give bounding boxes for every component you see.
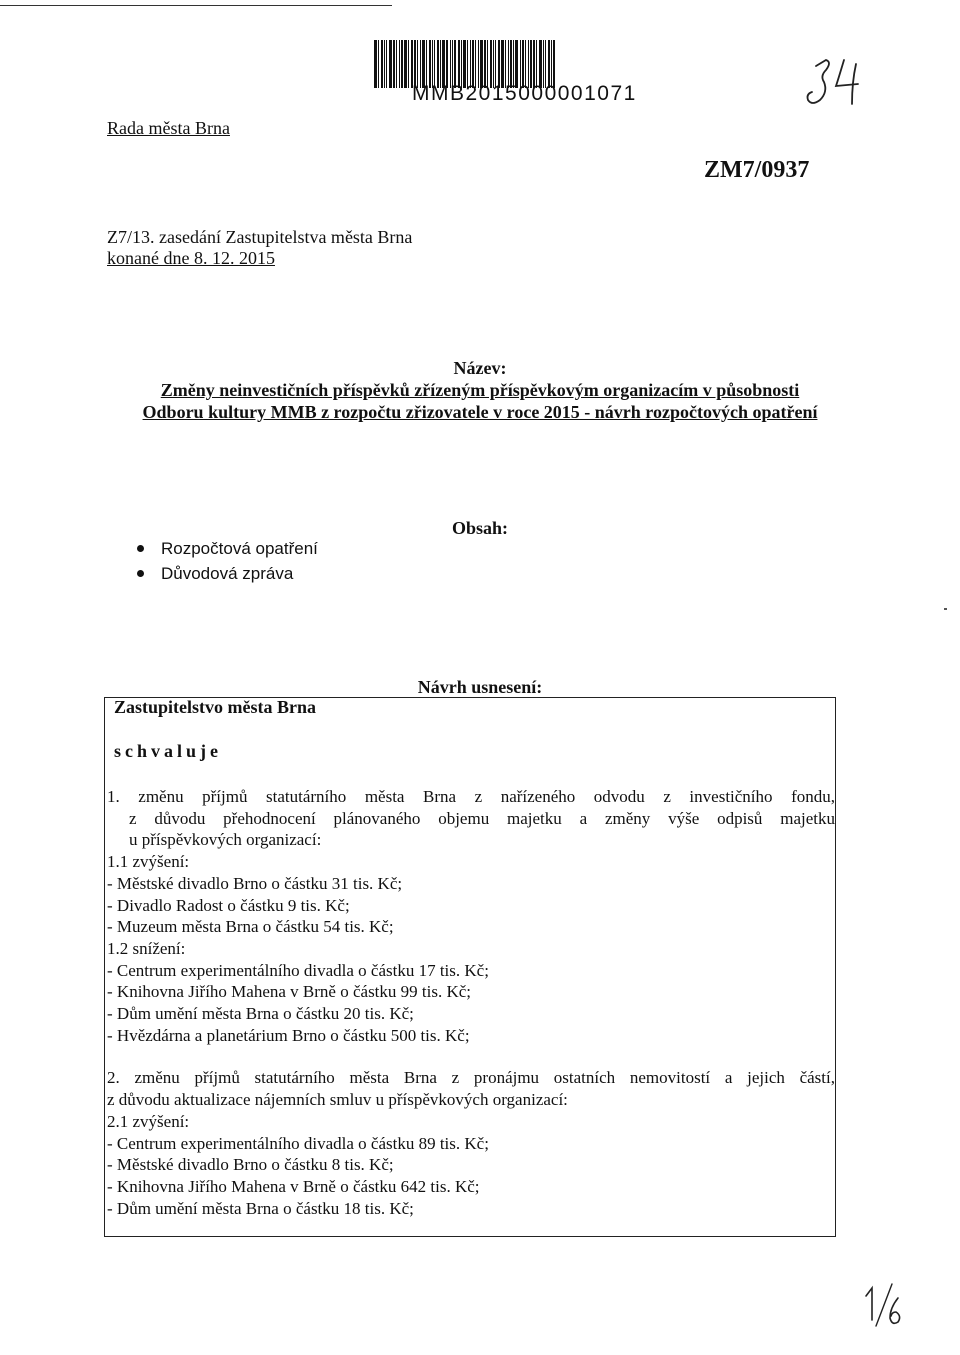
- barcode-stripe: [450, 40, 451, 88]
- resolution-line: - Muzeum města Brna o částku 54 tis. Kč;: [107, 917, 394, 937]
- barcode-stripe: [417, 40, 418, 88]
- barcode-stripe: [399, 40, 400, 88]
- contents-item: Rozpočtová opatření: [135, 536, 318, 561]
- barcode-stripe: [495, 40, 496, 88]
- resolution-line: - Centrum experimentálního divadla o částku 89 tis. Kč;: [107, 1133, 489, 1153]
- barcode-stripe: [478, 40, 479, 88]
- barcode-stripe: [426, 40, 427, 88]
- resolution-line: 1.2 snížení:: [107, 938, 186, 958]
- barcode-stripe: [432, 40, 433, 88]
- barcode-stripe: [463, 40, 466, 88]
- resolution-line: 1.1 zvýšení:: [107, 852, 190, 872]
- barcode-stripe: [493, 40, 494, 88]
- paragraph-gap: [107, 1046, 835, 1067]
- barcode-stripe: [475, 40, 476, 88]
- barcode-stripe: [522, 40, 524, 88]
- barcode-stripe: [386, 40, 387, 88]
- barcode-stripe: [401, 40, 403, 88]
- document-title-line-1: Změny neinvestičních příspěvků zřízeným příspěvkovým organizacím v působnosti: [160, 380, 800, 400]
- barcode-stripe: [545, 40, 546, 88]
- barcode-stripe: [458, 40, 460, 88]
- barcode-stripe: [553, 40, 555, 88]
- barcode-number: MMB2015000001071: [412, 82, 637, 105]
- barcode-stripe: [429, 40, 431, 88]
- barcode-stripe: [454, 40, 456, 88]
- resolution-line: u příspěvkových organizací:: [129, 830, 322, 850]
- resolution-line: 2.1 zvýšení:: [107, 1111, 190, 1131]
- sender-name: Rada města Brna: [107, 118, 230, 138]
- barcode-stripe: [404, 40, 407, 88]
- barcode-stripe: [434, 40, 435, 88]
- barcode-stripe: [539, 40, 542, 88]
- resolution-line: - Divadlo Radost o částku 9 tis. Kč;: [107, 895, 350, 915]
- barcode-stripe: [501, 40, 504, 88]
- barcode-stripe: [498, 40, 500, 88]
- barcode-stripe: [467, 40, 468, 88]
- barcode-stripe: [513, 40, 514, 88]
- barcode-stripe: [437, 40, 439, 88]
- handwritten-page-number: [802, 52, 872, 112]
- document-code: ZM7/0937: [704, 157, 810, 183]
- barcode-stripe: [446, 40, 448, 88]
- barcode-stripe: [548, 40, 550, 88]
- barcode-stripe: [487, 40, 488, 88]
- contents-item: Důvodová zpráva: [135, 561, 318, 586]
- document-title-line-2: Odboru kultury MMB z rozpočtu zřizovatele v roce 2015 - návrh rozpočtových opatření: [142, 402, 818, 422]
- resolution-line: - Centrum experimentálního divadla o částku 17 tis. Kč;: [107, 960, 489, 980]
- barcode-stripe: [536, 40, 537, 88]
- barcode-stripe: [381, 40, 383, 88]
- resolution-line: z důvodu aktualizace nájemních smluv u příspěvkových organizací:: [107, 1090, 568, 1110]
- approves-verb: schvaluje: [114, 741, 222, 761]
- barcode-stripe: [530, 40, 532, 88]
- resolution-line: - Hvězdárna a planetárium Brno o částku 500 tis. Kč;: [107, 1025, 470, 1045]
- barcode-stripe: [520, 40, 521, 88]
- barcode-stripe: [420, 40, 421, 88]
- barcode-stripe: [484, 40, 486, 88]
- barcode-stripe: [389, 40, 392, 88]
- barcode-stripe: [422, 40, 425, 88]
- barcode-stripe: [490, 40, 492, 88]
- barcode-stripe: [396, 40, 397, 88]
- barcode-stripe: [472, 40, 474, 88]
- title-label: Název:: [453, 358, 507, 378]
- barcode-stripe: [452, 40, 453, 88]
- barcode-stripe: [525, 40, 526, 88]
- barcode-stripe: [384, 40, 385, 88]
- resolution-line: - Dům umění města Brna o částku 18 tis. Kč;: [107, 1198, 414, 1218]
- resolution-line: - Dům umění města Brna o částku 20 tis. Kč;: [107, 1004, 414, 1024]
- barcode-stripe: [461, 40, 462, 88]
- barcode-stripe: [408, 40, 409, 88]
- resolution-line: - Městské divadlo Brno o částku 8 tis. Kč;: [107, 1155, 394, 1175]
- barcode-stripe: [411, 40, 413, 88]
- barcode-stripe: [543, 40, 544, 88]
- resolution-line: 2. změnu příjmů statutárního města Brna z pronájmu ostatních nemovitostí a jejich částí,: [107, 1068, 835, 1088]
- barcode-stripe: [378, 40, 379, 88]
- barcode-stripe: [393, 40, 395, 88]
- barcode-stripe: [442, 40, 445, 88]
- scan-speck: [944, 608, 947, 610]
- document-barcode: [374, 40, 672, 88]
- contents-list: [135, 536, 318, 586]
- resolution-label: Návrh usnesení:: [417, 677, 543, 697]
- handwritten-sheet-number: [862, 1280, 908, 1330]
- barcode-stripe: [440, 40, 441, 88]
- barcode-stripe: [510, 40, 512, 88]
- top-border-line: [0, 5, 392, 6]
- barcode-stripe: [374, 40, 377, 88]
- barcode-stripe: [414, 40, 416, 88]
- resolution-line: - Knihovna Jiřího Mahena v Brně o částku 642 tis. Kč;: [107, 1176, 480, 1196]
- barcode-stripe: [515, 40, 518, 88]
- meeting-date: konané dne 8. 12. 2015: [107, 248, 275, 268]
- barcode-stripe: [470, 40, 471, 88]
- barcode-stripe: [551, 40, 552, 88]
- resolution-text: [107, 786, 835, 1219]
- barcode-stripe: [505, 40, 506, 88]
- barcode-stripe: [528, 40, 529, 88]
- resolution-line: - Městské divadlo Brno o částku 31 tis. Kč;: [107, 873, 403, 893]
- barcode-stripe: [533, 40, 535, 88]
- resolution-line: 1. změnu příjmů statutárního města Brna z nařízeného odvodu z investičního fondu,: [107, 787, 835, 806]
- meeting-title: Z7/13. zasedání Zastupitelstva města Brna: [107, 227, 413, 247]
- resolution-line: z důvodu přehodnocení plánovaného objemu majetku a změny výše odpisů majetku: [129, 808, 835, 828]
- resolution-line: - Knihovna Jiřího Mahena v Brně o částku 99 tis. Kč;: [107, 982, 472, 1002]
- barcode-stripe: [508, 40, 509, 88]
- barcode-stripe: [480, 40, 483, 88]
- council-name: Zastupitelstvo města Brna: [114, 697, 316, 717]
- contents-label: Obsah:: [451, 518, 509, 538]
